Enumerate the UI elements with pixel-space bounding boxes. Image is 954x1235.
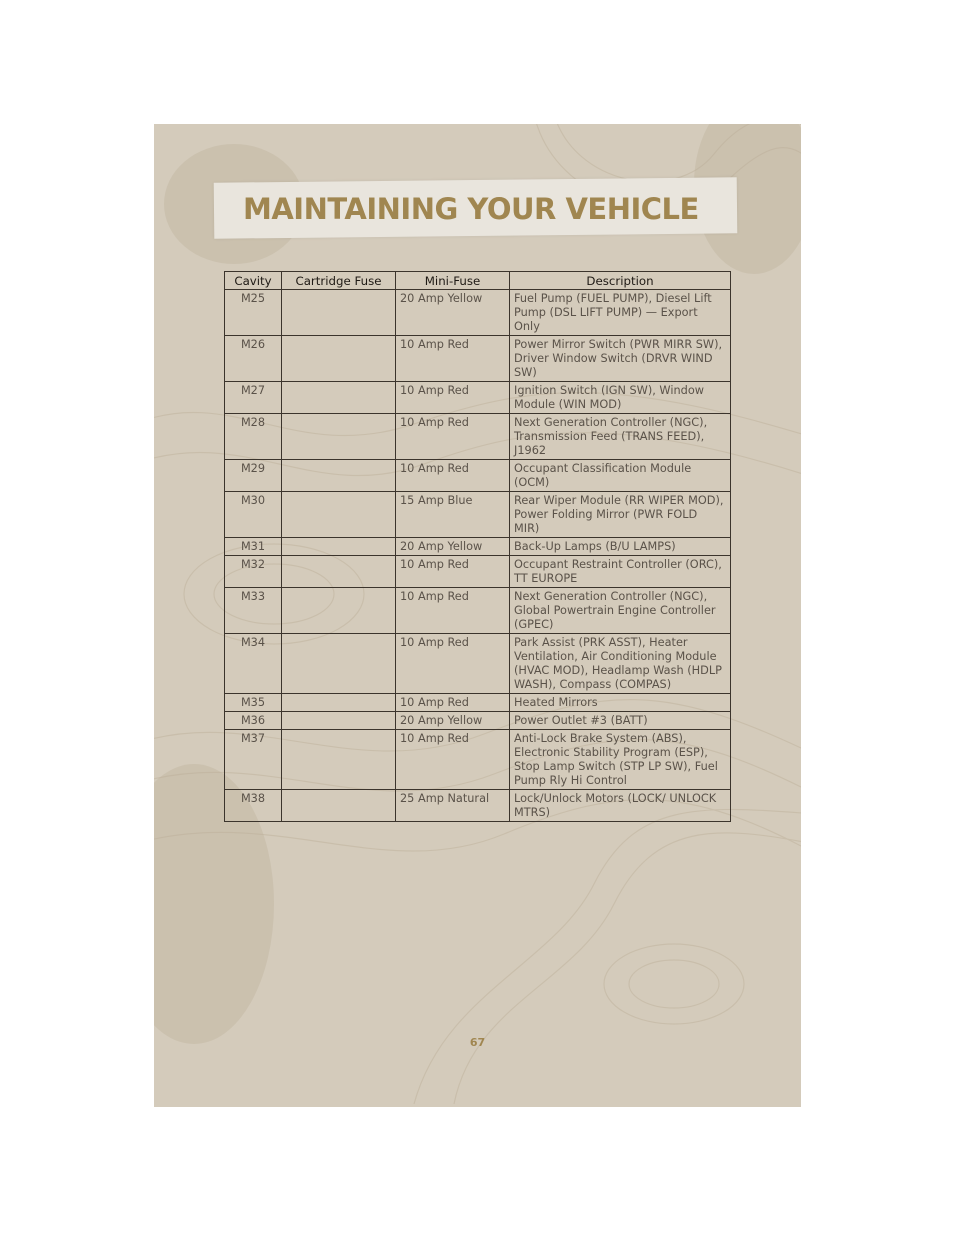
- manual-page: [154, 124, 801, 1107]
- cartridge-fuse-cell: [282, 290, 396, 336]
- header-cavity: Cavity: [225, 272, 282, 290]
- table-row: [225, 382, 731, 414]
- fuse-table-body: [225, 290, 731, 822]
- cartridge-fuse-cell: [282, 382, 396, 414]
- table-row: [225, 634, 731, 694]
- description-cell: Occupant Classification Module (OCM): [510, 460, 731, 492]
- description-cell: Occupant Restraint Controller (ORC), TT EUROPE: [510, 556, 731, 588]
- cavity-cell: M36: [225, 712, 282, 730]
- table-row: [225, 460, 731, 492]
- mini-fuse-cell: 20 Amp Yellow: [396, 712, 510, 730]
- mini-fuse-cell: 10 Amp Red: [396, 634, 510, 694]
- description-cell: Back-Up Lamps (B/U LAMPS): [510, 538, 731, 556]
- table-row: [225, 712, 731, 730]
- cavity-cell: M25: [225, 290, 282, 336]
- cavity-cell: M26: [225, 336, 282, 382]
- mini-fuse-cell: 15 Amp Blue: [396, 492, 510, 538]
- description-cell: Ignition Switch (IGN SW), Window Module (WIN MOD): [510, 382, 731, 414]
- cavity-cell: M38: [225, 790, 282, 822]
- fuse-table: [224, 271, 731, 822]
- table-row: [225, 492, 731, 538]
- table-header-row: [225, 272, 731, 290]
- cartridge-fuse-cell: [282, 538, 396, 556]
- table-row: [225, 556, 731, 588]
- mini-fuse-cell: 10 Amp Red: [396, 382, 510, 414]
- cartridge-fuse-cell: [282, 730, 396, 790]
- mini-fuse-cell: 10 Amp Red: [396, 730, 510, 790]
- header-mini-fuse: Mini-Fuse: [396, 272, 510, 290]
- cartridge-fuse-cell: [282, 336, 396, 382]
- cartridge-fuse-cell: [282, 588, 396, 634]
- cavity-cell: M33: [225, 588, 282, 634]
- mini-fuse-cell: 10 Amp Red: [396, 414, 510, 460]
- cartridge-fuse-cell: [282, 712, 396, 730]
- cavity-cell: M29: [225, 460, 282, 492]
- cavity-cell: M31: [225, 538, 282, 556]
- mini-fuse-cell: 10 Amp Red: [396, 588, 510, 634]
- cartridge-fuse-cell: [282, 634, 396, 694]
- header-cartridge-fuse: Cartridge Fuse: [282, 272, 396, 290]
- cartridge-fuse-cell: [282, 492, 396, 538]
- mini-fuse-cell: 20 Amp Yellow: [396, 538, 510, 556]
- cartridge-fuse-cell: [282, 460, 396, 492]
- description-cell: Next Generation Controller (NGC), Transmission Feed (TRANS FEED), J1962: [510, 414, 731, 460]
- description-cell: Park Assist (PRK ASST), Heater Ventilation, Air Conditioning Module (HVAC MOD), Headlamp Wash (HDLP WASH), Compass (COMPAS): [510, 634, 731, 694]
- cavity-cell: M35: [225, 694, 282, 712]
- cavity-cell: M34: [225, 634, 282, 694]
- cavity-cell: M28: [225, 414, 282, 460]
- cartridge-fuse-cell: [282, 790, 396, 822]
- description-cell: Rear Wiper Module (RR WIPER MOD), Power Folding Mirror (PWR FOLD MIR): [510, 492, 731, 538]
- table-row: [225, 290, 731, 336]
- description-cell: Next Generation Controller (NGC), Global Powertrain Engine Controller (GPEC): [510, 588, 731, 634]
- table-row: [225, 694, 731, 712]
- table-row: [225, 336, 731, 382]
- description-cell: Fuel Pump (FUEL PUMP), Diesel Lift Pump (DSL LIFT PUMP) — Export Only: [510, 290, 731, 336]
- mini-fuse-cell: 10 Amp Red: [396, 694, 510, 712]
- table-row: [225, 538, 731, 556]
- table-row: [225, 790, 731, 822]
- page-title: MAINTAINING YOUR VEHICLE: [243, 192, 699, 226]
- description-cell: Power Mirror Switch (PWR MIRR SW), Driver Window Switch (DRVR WIND SW): [510, 336, 731, 382]
- cavity-cell: M37: [225, 730, 282, 790]
- description-cell: Power Outlet #3 (BATT): [510, 712, 731, 730]
- description-cell: Heated Mirrors: [510, 694, 731, 712]
- header-description: Description: [510, 272, 731, 290]
- mini-fuse-cell: 25 Amp Natural: [396, 790, 510, 822]
- cavity-cell: M32: [225, 556, 282, 588]
- cartridge-fuse-cell: [282, 556, 396, 588]
- table-row: [225, 588, 731, 634]
- cavity-cell: M30: [225, 492, 282, 538]
- cavity-cell: M27: [225, 382, 282, 414]
- mini-fuse-cell: 20 Amp Yellow: [396, 290, 510, 336]
- mini-fuse-cell: 10 Amp Red: [396, 556, 510, 588]
- page-number: 67: [469, 1036, 486, 1049]
- table-row: [225, 414, 731, 460]
- mini-fuse-cell: 10 Amp Red: [396, 460, 510, 492]
- mini-fuse-cell: 10 Amp Red: [396, 336, 510, 382]
- cartridge-fuse-cell: [282, 414, 396, 460]
- cartridge-fuse-cell: [282, 694, 396, 712]
- description-cell: Lock/Unlock Motors (LOCK/ UNLOCK MTRS): [510, 790, 731, 822]
- description-cell: Anti-Lock Brake System (ABS), Electronic Stability Program (ESP), Stop Lamp Switch (STP LP SW), Fuel Pump Rly Hi Control: [510, 730, 731, 790]
- table-row: [225, 730, 731, 790]
